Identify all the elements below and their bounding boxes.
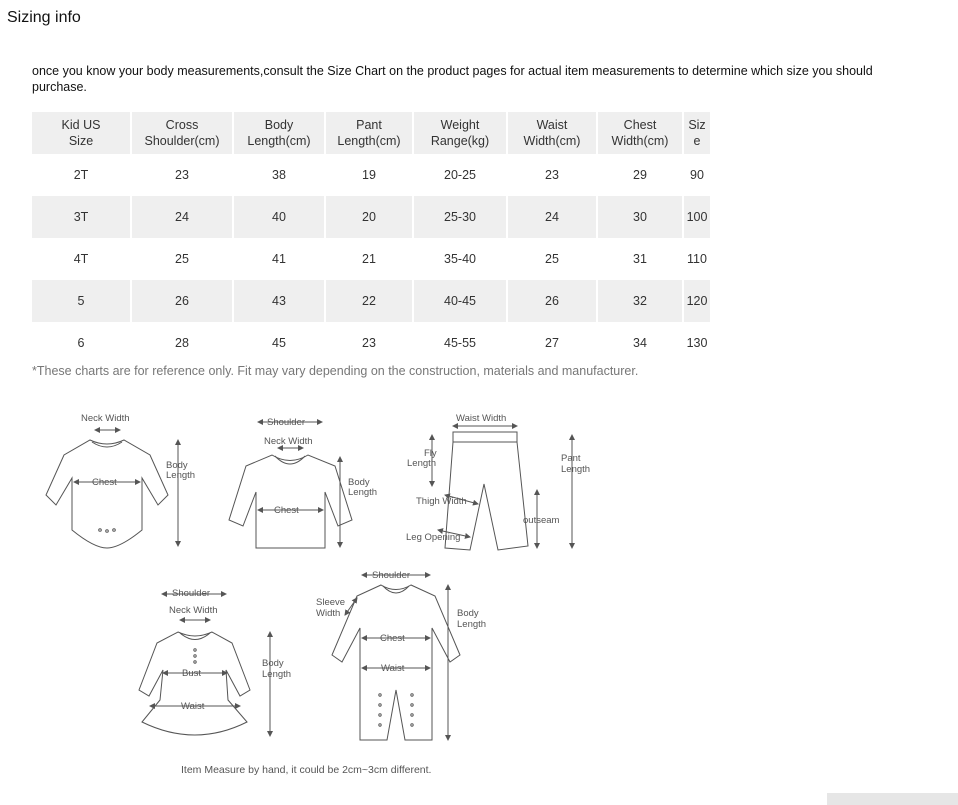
label-body: Body	[348, 477, 370, 488]
table-cell: 4T	[32, 238, 131, 280]
label-pant: Pant	[561, 453, 581, 464]
table-cell: 130	[683, 322, 711, 364]
table-cell: 40	[233, 196, 325, 238]
label-body: Body	[166, 460, 188, 471]
table-cell: 110	[683, 238, 711, 280]
table-cell: 29	[597, 154, 683, 196]
table-row	[32, 238, 711, 280]
table-header-row	[32, 112, 711, 154]
table-cell: 21	[325, 238, 413, 280]
table-cell: 2T	[32, 154, 131, 196]
label-width: Width	[316, 608, 341, 619]
label-length: Length	[166, 470, 196, 481]
bodysuit-illustration	[46, 430, 178, 548]
label-leg-opening: Leg Opening	[406, 532, 461, 543]
reference-note: *These charts are for reference only. Fit may vary depending on the construction, materials and manufacturer.	[32, 364, 639, 378]
label-waist: Waist	[381, 663, 405, 674]
table-cell: 45-55	[413, 322, 507, 364]
table-cell: 3T	[32, 196, 131, 238]
label-sleeve: Sleeve	[316, 597, 346, 608]
header-waist-width: Waist Width(cm)	[507, 112, 597, 154]
table-cell: 40-45	[413, 280, 507, 322]
table-cell: 23	[131, 154, 233, 196]
label-length: Length	[348, 487, 378, 498]
table-cell: 100	[683, 196, 711, 238]
label-chest: Chest	[92, 477, 117, 488]
label-bust: Bust	[182, 668, 202, 679]
label-fly: Fly	[424, 448, 437, 459]
table-cell: 5	[32, 280, 131, 322]
table-cell: 23	[325, 322, 413, 364]
size-chart-table	[32, 112, 712, 364]
garment-measurement-diagram	[0, 400, 640, 795]
header-pant-length: Pant Length(cm)	[325, 112, 413, 154]
table-cell: 90	[683, 154, 711, 196]
table-cell: 20-25	[413, 154, 507, 196]
table-cell: 20	[325, 196, 413, 238]
table-cell: 19	[325, 154, 413, 196]
label-length: Length	[407, 458, 437, 469]
label-body: Body	[457, 608, 479, 619]
label-length: Length	[262, 669, 292, 680]
table-row	[32, 154, 711, 196]
table-cell: 43	[233, 280, 325, 322]
label-length: Length	[457, 619, 487, 630]
label-length: Length	[561, 464, 591, 475]
table-cell: 25	[131, 238, 233, 280]
table-cell: 24	[507, 196, 597, 238]
label-outseam: outseam	[523, 515, 560, 526]
measure-note: Item Measure by hand, it could be 2cm~3cm different.	[181, 764, 432, 776]
intro-text: once you know your body measurements,consult the Size Chart on the product pages for actual item measurements to determine which size you should purchase.	[32, 64, 873, 94]
romper-illustration	[332, 575, 460, 740]
table-cell: 35-40	[413, 238, 507, 280]
table-row	[32, 322, 711, 364]
header-cross-shoulder: Cross Shoulder(cm)	[131, 112, 233, 154]
label-shoulder: Shoulder	[267, 417, 306, 428]
table-cell: 25-30	[413, 196, 507, 238]
header-weight-range: Weight Range(kg)	[413, 112, 507, 154]
table-cell: 28	[131, 322, 233, 364]
label-waist-width: Waist Width	[456, 413, 507, 424]
table-cell: 45	[233, 322, 325, 364]
table-cell: 31	[597, 238, 683, 280]
label-chest: Chest	[274, 505, 299, 516]
label-shoulder: Shoulder	[172, 588, 211, 599]
table-cell: 23	[507, 154, 597, 196]
table-cell: 30	[597, 196, 683, 238]
label-thigh-width: Thigh Width	[416, 496, 467, 507]
label-neck-width: Neck Width	[81, 413, 130, 424]
label-body: Body	[262, 658, 284, 669]
label-neck-width: Neck Width	[264, 436, 313, 447]
label-shoulder: Shoulder	[372, 570, 411, 581]
header-chest-width: Chest Width(cm)	[597, 112, 683, 154]
table-cell: 34	[597, 322, 683, 364]
label-waist: Waist	[181, 701, 205, 712]
header-size: Siz e	[683, 112, 711, 154]
table-cell: 41	[233, 238, 325, 280]
table-cell: 120	[683, 280, 711, 322]
label-neck-width: Neck Width	[169, 605, 218, 616]
horizontal-scrollbar[interactable]	[827, 793, 958, 805]
table-cell: 26	[131, 280, 233, 322]
table-cell: 38	[233, 154, 325, 196]
label-chest: Chest	[380, 633, 405, 644]
table-row	[32, 196, 711, 238]
header-kid-us-size: Kid US Size	[32, 112, 131, 154]
table-cell: 26	[507, 280, 597, 322]
header-body-length: Body Length(cm)	[233, 112, 325, 154]
table-row	[32, 280, 711, 322]
table-cell: 25	[507, 238, 597, 280]
table-cell: 6	[32, 322, 131, 364]
table-cell: 27	[507, 322, 597, 364]
table-cell: 32	[597, 280, 683, 322]
table-cell: 24	[131, 196, 233, 238]
page-title: Sizing info	[7, 9, 81, 26]
table-cell: 22	[325, 280, 413, 322]
